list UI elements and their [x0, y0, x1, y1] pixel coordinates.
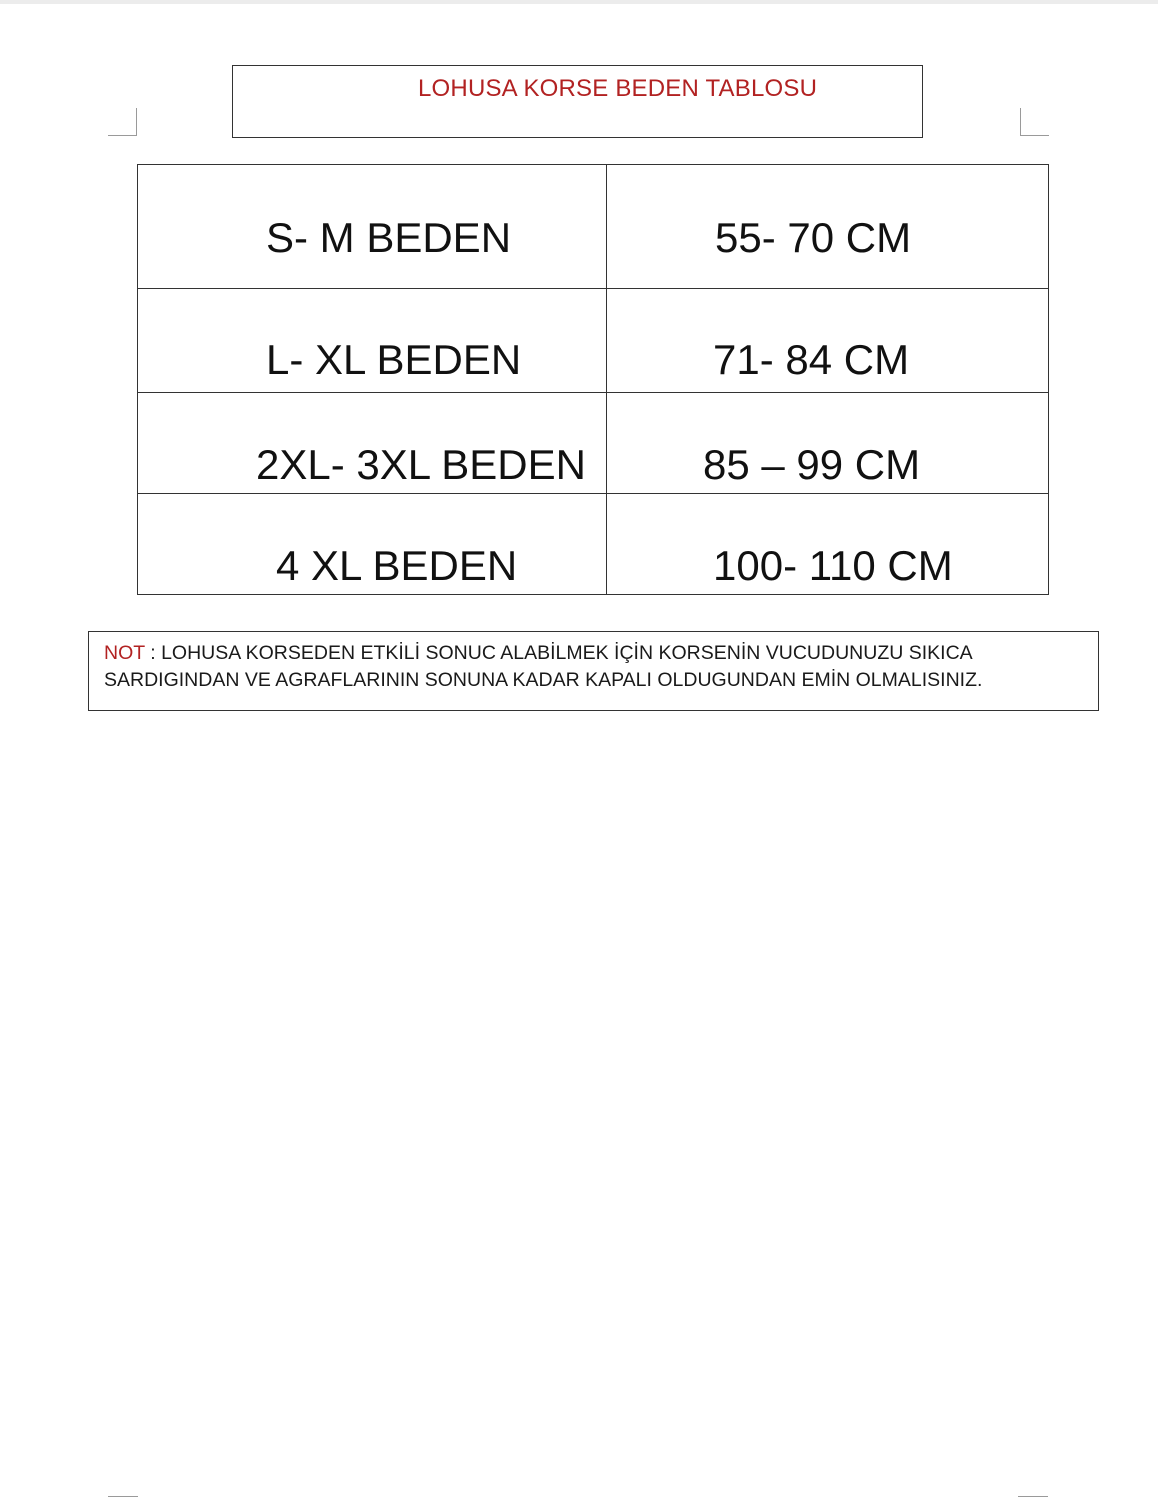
measure-cell	[607, 393, 1049, 494]
note-text	[104, 640, 1089, 694]
size-cell	[138, 494, 607, 595]
measure-cell	[607, 165, 1049, 289]
note-box	[88, 631, 1099, 711]
note-line-2: SARDIGINDAN VE AGRAFLARININ SONUNA KADAR KAPALI OLDUGUNDAN EMİN OLMALISINIZ.	[104, 669, 983, 691]
size-chart-table	[137, 164, 1049, 595]
size-label: S- M BEDEN	[266, 214, 512, 261]
crop-mark-bottom-left	[108, 1496, 138, 1497]
size-label: 2XL- 3XL BEDEN	[256, 441, 586, 488]
page-title: LOHUSA KORSE BEDEN TABLOSU	[418, 75, 818, 102]
crop-mark-bottom-right	[1018, 1496, 1048, 1497]
measure-label: 100- 110 CM	[713, 542, 953, 589]
note-label: NOT	[104, 642, 145, 664]
size-label: L- XL BEDEN	[266, 336, 522, 383]
title-box	[232, 65, 923, 138]
crop-mark-top-right	[1020, 108, 1049, 136]
table-row	[138, 494, 1049, 595]
measure-cell	[607, 289, 1049, 393]
measure-label: 55- 70 CM	[715, 214, 912, 261]
page-top-edge	[0, 0, 1158, 4]
size-cell	[138, 165, 607, 289]
note-line-1: LOHUSA KORSEDEN ETKİLİ SONUC ALABİLMEK İÇİN KORSENİN VUCUDUNUZU SIKICA	[161, 642, 973, 664]
crop-mark-top-left	[108, 108, 137, 136]
measure-label: 71- 84 CM	[713, 336, 910, 383]
size-cell	[138, 393, 607, 494]
size-cell	[138, 289, 607, 393]
table-row	[138, 165, 1049, 289]
note-separator: :	[144, 642, 162, 664]
measure-cell	[607, 494, 1049, 595]
table-row	[138, 393, 1049, 494]
table-row	[138, 289, 1049, 393]
measure-label: 85 – 99 CM	[703, 441, 921, 488]
size-label: 4 XL BEDEN	[276, 542, 518, 589]
